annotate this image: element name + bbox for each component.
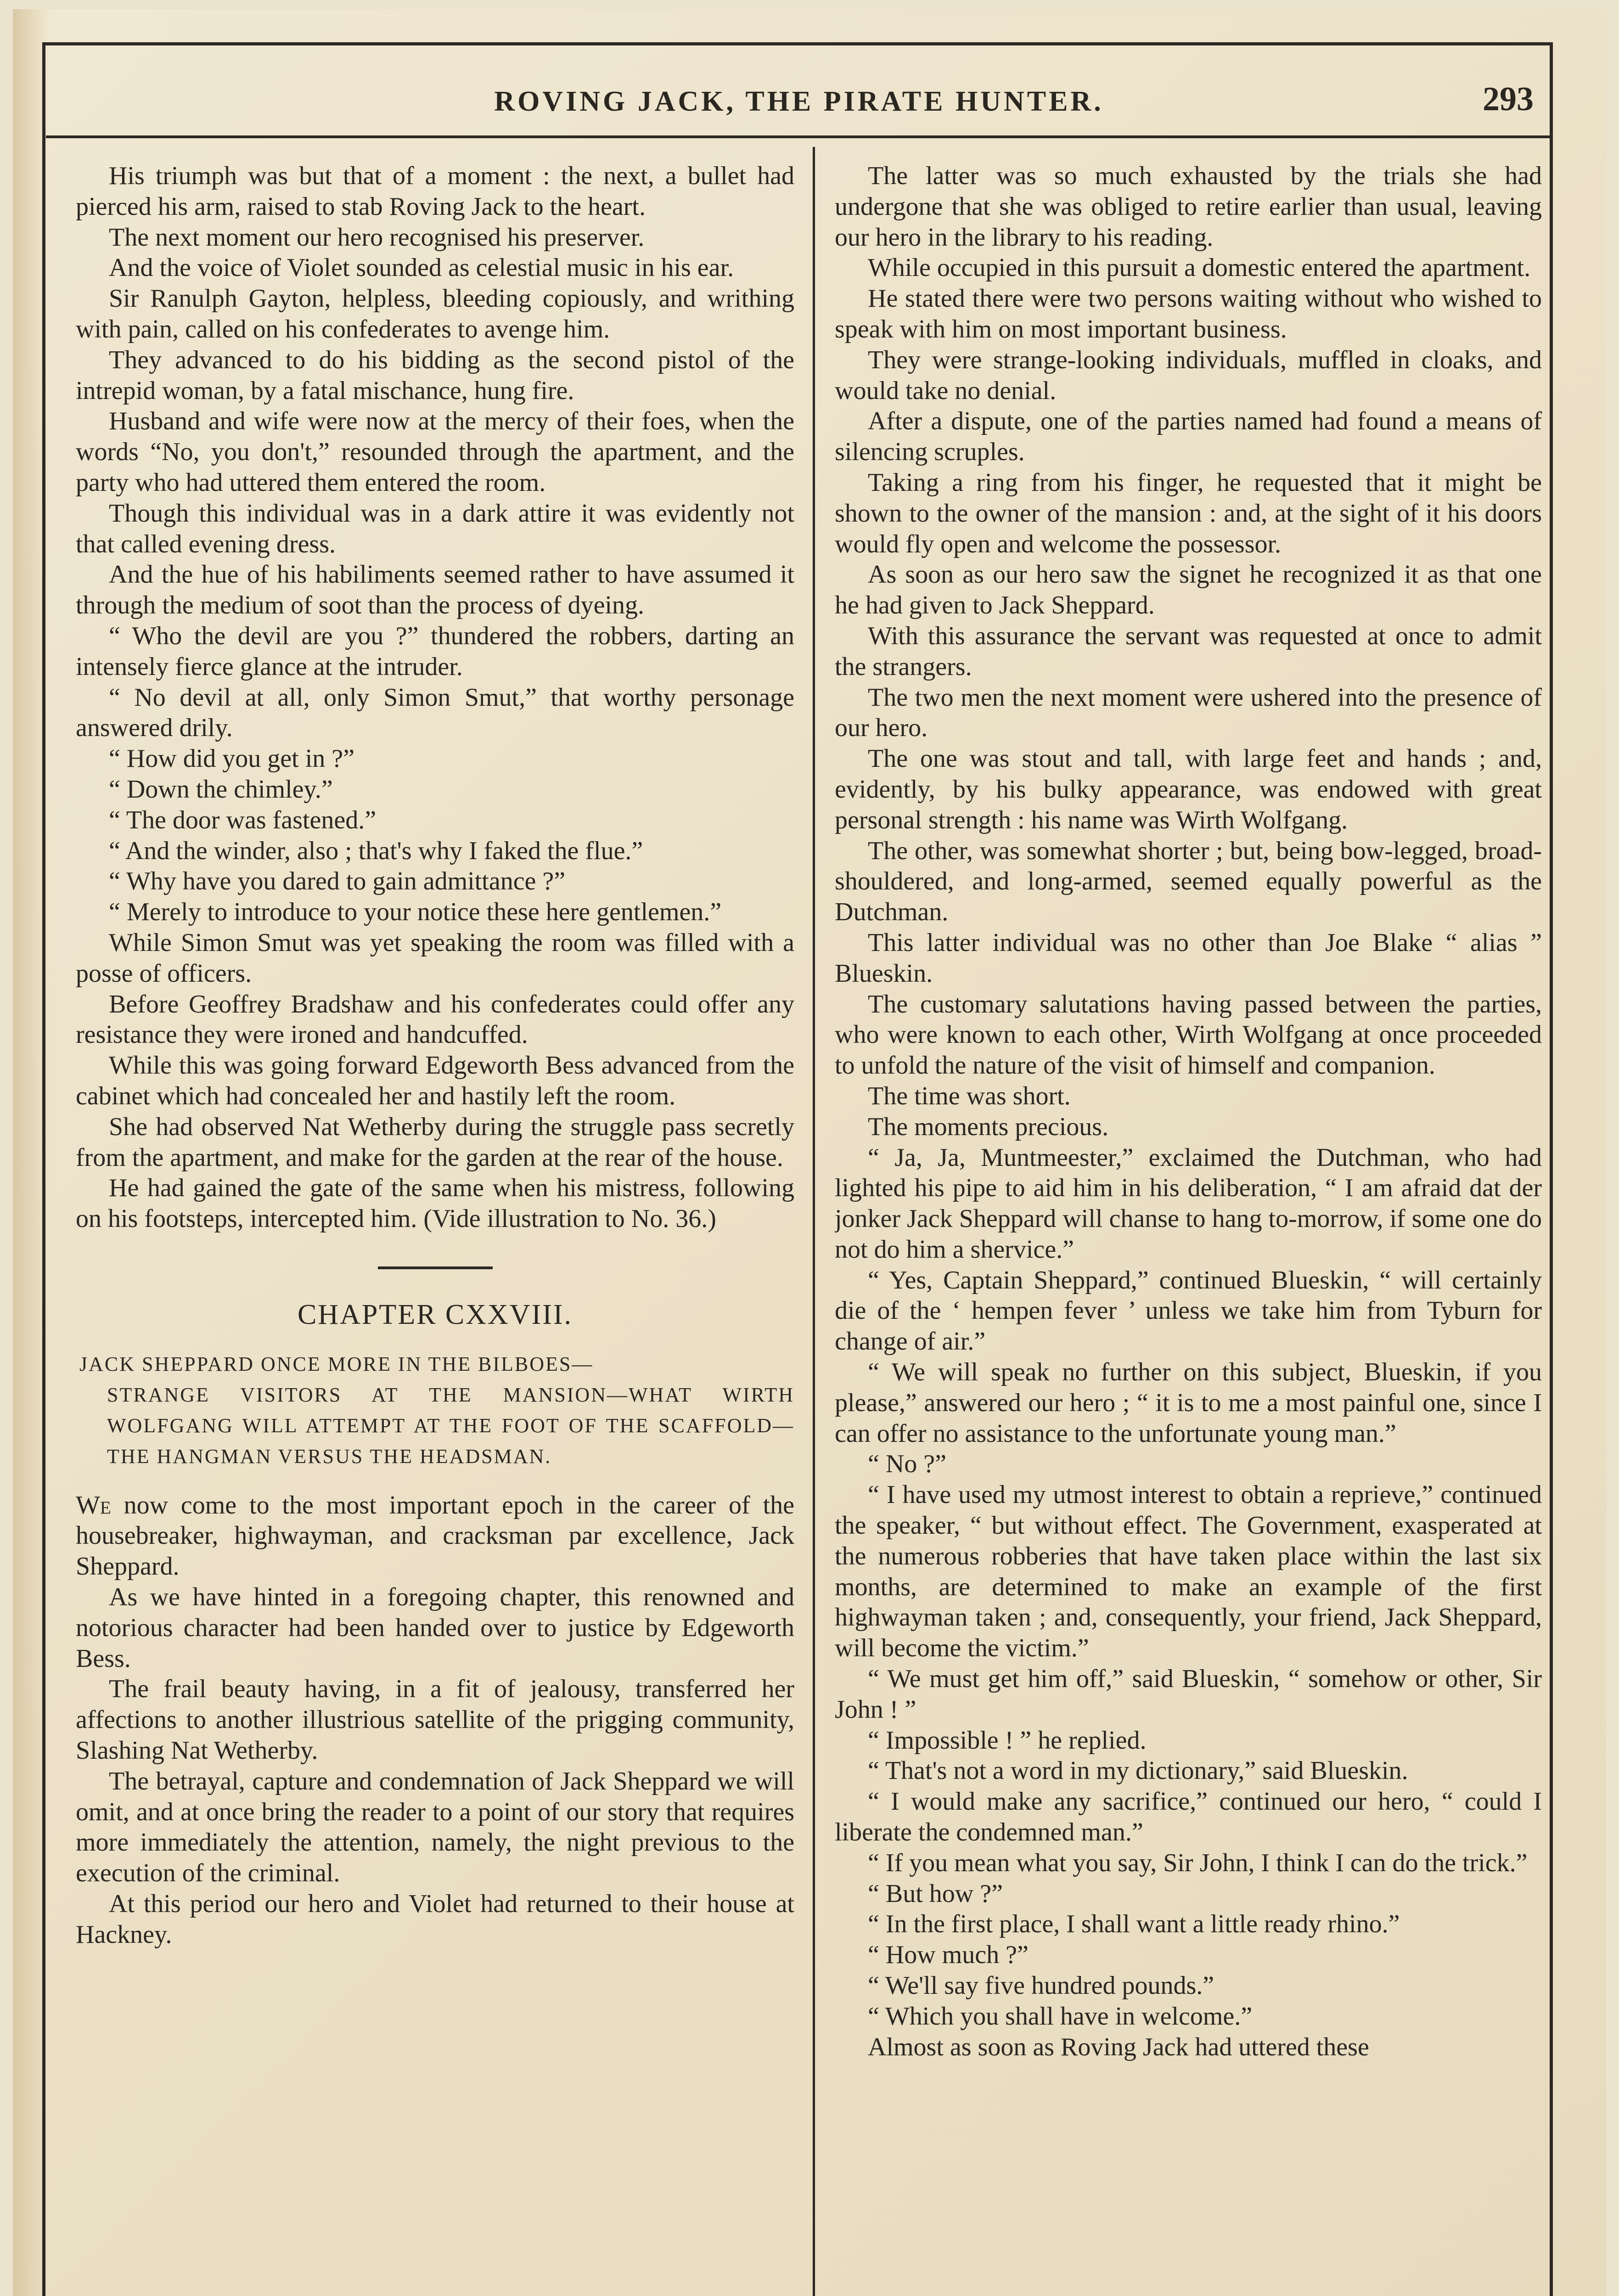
left-paragraphs-before bbox=[76, 161, 794, 1234]
left-paragraphs-after bbox=[76, 1582, 794, 1950]
paragraph: They advanced to do his bidding as the second pistol of the intrepid woman, by a fatal mischance, hung fire. bbox=[76, 345, 794, 405]
paragraph: The betrayal, capture and condemnation of Jack Sheppard we will omit, and at once bring the reader to a point of our story that requires more immediately the attention, namely, the night previous to the execution of the criminal. bbox=[76, 1767, 794, 1888]
paragraph: “ Ja, Ja, Muntmeester,” exclaimed the Dutchman, who had lighted his pipe to aid him in his deliberation, “ I am afraid dat der jonker Jack Sheppard will chanse to hang to-morrow, if some one do not do him a shervice.” bbox=[835, 1143, 1542, 1264]
opening-text: now come to the most important epoch in the career of the housebreaker, highwayman, and cracksman par excellence, Jack Sheppard. bbox=[76, 1491, 794, 1581]
left-column bbox=[76, 161, 794, 2296]
paragraph: “ How did you get in ?” bbox=[109, 744, 354, 773]
paragraph: “ If you mean what you say, Sir John, I think I can do the trick.” bbox=[868, 1848, 1528, 1877]
paragraph: “ We must get him off,” said Blueskin, “ somehow or other, Sir John ! ” bbox=[835, 1665, 1542, 1724]
chapter-title: CHAPTER CXXVIII. bbox=[297, 1299, 573, 1330]
paragraph: “ That's not a word in my dictionary,” said Blueskin. bbox=[868, 1756, 1408, 1785]
paragraph: He stated there were two persons waiting without who wished to speak with him on most important business. bbox=[835, 284, 1542, 343]
right-paragraphs bbox=[835, 161, 1542, 2062]
paragraph: “ I have used my utmost interest to obtain a reprieve,” continued the speaker, “ but without effect. The Government, exasperated at the numerous robberies that have taken place within the last six months, are determined to make an example of the first highwayman taken ; and, consequently, your friend, Jack Sheppard, will become the victim.” bbox=[835, 1480, 1542, 1663]
chapter-opening-paragraph bbox=[76, 1490, 794, 1582]
paragraph: The latter was so much exhausted by the trials she had undergone that she was obliged to retire earlier than usual, leaving our hero in the library to his reading. bbox=[835, 162, 1542, 252]
paragraph: “ Yes, Captain Sheppard,” continued Blueskin, “ will certainly die of the ‘ hempen fever ’ unless we take him from Tyburn for change of air.” bbox=[835, 1266, 1542, 1356]
page-number: 293 bbox=[1483, 80, 1534, 118]
paragraph: While Simon Smut was yet speaking the room was filled with a posse of officers. bbox=[76, 928, 794, 988]
synopsis-rest: STRANGE VISITORS AT THE MANSION—WHAT WIRTH WOLFGANG WILL ATTEMPT AT THE FOOT OF THE SCAFFOLD—THE HANGMAN VERSUS THE HEADSMAN. bbox=[107, 1383, 794, 1468]
paragraph: At this period our hero and Violet had returned to their house at Hackney. bbox=[76, 1890, 794, 1949]
paragraph: The frail beauty having, in a fit of jealousy, transferred her affections to another illustrious satellite of the prigging community, Slashing Nat Wetherby. bbox=[76, 1675, 794, 1765]
paragraph: As soon as our hero saw the signet he recognized it as that one he had given to Jack Sheppard. bbox=[835, 560, 1542, 620]
paragraph: “ Who the devil are you ?” thundered the robbers, darting an intensely fierce glance at the intruder. bbox=[76, 621, 794, 681]
paragraph: She had observed Nat Wetherby during the struggle pass secretly from the apartment, and make for the garden at the rear of the house. bbox=[76, 1112, 794, 1172]
paragraph: As we have hinted in a foregoing chapter, this renowned and notorious character had been handed over to justice by Edgeworth Bess. bbox=[76, 1583, 794, 1673]
paragraph: The one was stout and tall, with large feet and hands ; and, evidently, by his bulky appearance, was endowed with great personal strength : his name was Wirth Wolfgang. bbox=[835, 744, 1542, 834]
paragraph: “ Down the chimley.” bbox=[109, 775, 333, 804]
synopsis-lead: JACK SHEPPARD ONCE MORE IN THE BILBOES— bbox=[79, 1352, 594, 1375]
paragraph: “ Which you shall have in welcome.” bbox=[868, 2002, 1253, 2031]
paragraph: He had gained the gate of the same when his mistress, following on his footsteps, intercepted him. (Vide illustration to No. 36.) bbox=[76, 1174, 794, 1233]
paragraph: Though this individual was in a dark attire it was evidently not that called evening dress. bbox=[76, 499, 794, 558]
paragraph: They were strange-looking individuals, muffled in cloaks, and would take no denial. bbox=[835, 345, 1542, 405]
paragraph: “ How much ?” bbox=[868, 1941, 1029, 1970]
paragraph: Husband and wife were now at the mercy of their foes, when the words “No, you don't,” resounded through the apartment, and the party who had uttered them entered the room. bbox=[76, 407, 794, 497]
paragraph: The moments precious. bbox=[868, 1112, 1109, 1141]
paragraph: “ The door was fastened.” bbox=[109, 805, 377, 834]
paragraph: This latter individual was no other than Joe Blake “ alias ” Blueskin. bbox=[835, 928, 1542, 988]
paragraph: The other, was somewhat shorter ; but, being bow-legged, broad-shouldered, and long-armed, seemed equally powerful as the Dutchman. bbox=[835, 836, 1542, 927]
running-title: ROVING JACK, THE PIRATE HUNTER. bbox=[494, 86, 1104, 117]
paragraph: The customary salutations having passed between the parties, who were known to each other, Wirth Wolfgang at once proceeded to unfold the nature of the visit of himself and companion. bbox=[835, 990, 1542, 1080]
paragraph: Before Geoffrey Bradshaw and his confederates could offer any resistance they were ironed and handcuffed. bbox=[76, 990, 794, 1049]
opening-word: We bbox=[76, 1491, 111, 1519]
paragraph: The time was short. bbox=[868, 1081, 1071, 1110]
paragraph: The next moment our hero recognised his preserver. bbox=[109, 223, 645, 252]
paragraph: His triumph was but that of a moment : the next, a bullet had pierced his arm, raised to stab Roving Jack to the heart. bbox=[76, 162, 794, 221]
section-rule bbox=[378, 1266, 493, 1269]
paragraph: “ In the first place, I shall want a little ready rhino.” bbox=[868, 1910, 1400, 1939]
paragraph: And the voice of Violet sounded as celestial music in his ear. bbox=[109, 253, 734, 282]
chapter-synopsis bbox=[76, 1349, 794, 1472]
right-column bbox=[835, 161, 1542, 2296]
paragraph: Almost as soon as Roving Jack had uttered these bbox=[868, 2032, 1369, 2061]
paragraph: Taking a ring from his finger, he requested that it might be shown to the owner of the mansion : and, at the sight of it his doors would fly open and welcome the possessor. bbox=[835, 468, 1542, 558]
paragraph: “ And the winder, also ; that's why I faked the flue.” bbox=[109, 836, 643, 865]
column-divider bbox=[813, 147, 815, 2296]
paragraph: “ Merely to introduce to your notice these here gentlemen.” bbox=[109, 898, 722, 927]
paragraph: “ We will speak no further on this subject, Blueskin, if you please,” answered our hero ; “ it is to me a most painful one, since I can offer no assistance to the unfortunate young man.” bbox=[835, 1358, 1542, 1448]
paragraph: With this assurance the servant was requested at once to admit the strangers. bbox=[835, 621, 1542, 681]
paragraph: Sir Ranulph Gayton, helpless, bleeding copiously, and writhing with pain, called on his confederates to avenge him. bbox=[76, 284, 794, 343]
paragraph: “ I would make any sacrifice,” continued our hero, “ could I liberate the condemned man.” bbox=[835, 1787, 1542, 1847]
paragraph: And the hue of his habiliments seemed rather to have assumed it through the medium of soot than the process of dyeing. bbox=[76, 560, 794, 620]
paragraph: “ No devil at all, only Simon Smut,” that worthy personage answered drily. bbox=[76, 683, 794, 743]
page-header bbox=[60, 78, 1538, 129]
paragraph: “ Impossible ! ” he replied. bbox=[868, 1726, 1147, 1755]
paragraph: “ No ?” bbox=[868, 1450, 947, 1479]
paragraph: “ Why have you dared to gain admittance ?” bbox=[109, 867, 566, 896]
paragraph: “ We'll say five hundred pounds.” bbox=[868, 1971, 1214, 2000]
header-rule bbox=[46, 135, 1552, 138]
paragraph: While occupied in this pursuit a domestic entered the apartment. bbox=[868, 253, 1531, 282]
paragraph: The two men the next moment were ushered into the presence of our hero. bbox=[835, 683, 1542, 743]
paragraph: “ But how ?” bbox=[868, 1879, 1003, 1908]
paragraph: After a dispute, one of the parties named had found a means of silencing scruples. bbox=[835, 407, 1542, 467]
paragraph: While this was going forward Edgeworth Bess advanced from the cabinet which had concealed her and hastily left the room. bbox=[76, 1051, 794, 1110]
